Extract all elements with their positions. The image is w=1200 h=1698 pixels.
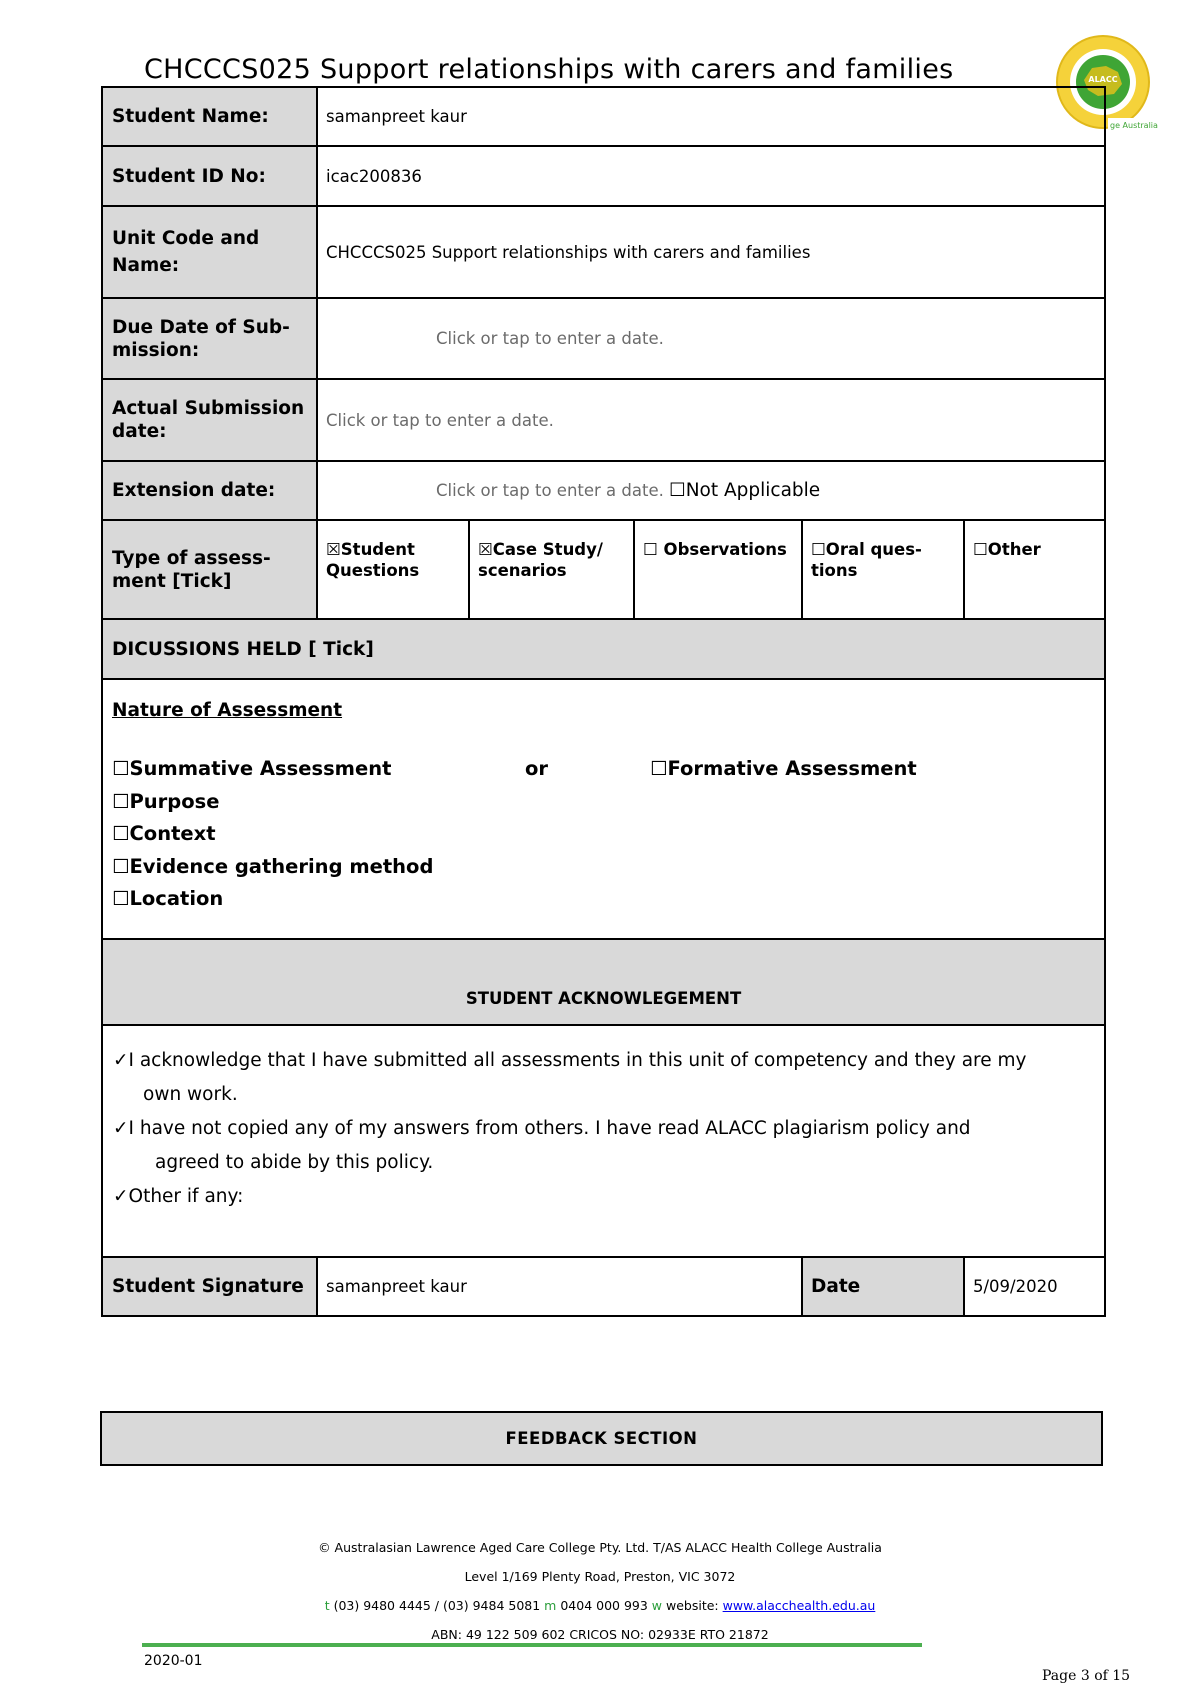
nature-of-assessment-section [102,679,1105,939]
formative-checkbox[interactable]: ☐Formative Assessment [650,757,917,780]
student-name-label: Student Name: [102,87,317,146]
mobile-label: m [544,1598,557,1613]
version-label: 2020-01 [144,1653,203,1669]
other-checkbox[interactable]: ☐Other [964,520,1105,619]
student-id-label: Student ID No: [102,146,317,206]
student-name-field[interactable]: samanpreet kaur [317,87,1105,146]
footer-contact [0,1598,1200,1613]
acknowledgement-section [102,1025,1105,1257]
website-w-label: w [651,1598,663,1613]
phone-label: t [324,1598,330,1613]
case-study-checkbox[interactable]: ☒Case Study/ scenarios [469,520,634,619]
oral-questions-checkbox[interactable]: ☐Oral ques-tions [802,520,964,619]
footer-divider [142,1643,922,1647]
extension-date-label: Extension date: [102,461,317,520]
unit-field[interactable]: CHCCCS025 Support relationships with carers and families [317,206,1105,298]
location-checkbox[interactable]: ☐Location [112,887,224,910]
date-field[interactable]: 5/09/2020 [964,1257,1105,1316]
purpose-checkbox[interactable]: ☐Purpose [112,789,220,813]
logo-text: ALACC [1088,75,1118,84]
assessment-type-label: Type of assess-ment [Tick] [102,520,317,619]
unit-label: Unit Code and Name: [102,206,317,298]
website-link[interactable]: www.alacchealth.edu.au [722,1598,876,1613]
evidence-method-checkbox[interactable]: ☐Evidence gathering method [112,854,434,878]
due-date-picker[interactable]: Click or tap to enter a date. [436,329,664,348]
feedback-section-header: FEEDBACK SECTION [100,1411,1103,1466]
ack-line-2-cont: agreed to abide by this policy. [155,1152,434,1173]
actual-submission-label: Actual Submission date: [102,379,317,461]
extension-date-picker[interactable]: Click or tap to enter a date. [436,481,664,500]
summative-checkbox[interactable]: ☐Summative Assessment [112,757,392,780]
discussions-header: DICUSSIONS HELD [ Tick] [102,619,1105,679]
acknowledgement-header: STUDENT ACKNOWLEGEMENT [102,939,1105,1025]
date-label: Date [802,1257,964,1316]
observations-checkbox[interactable]: ☐ Observations [634,520,802,619]
footer-address: Level 1/169 Plenty Road, Preston, VIC 3072 [464,1569,736,1584]
ack-line-1: ✓I acknowledge that I have submitted all assessments in this unit of competency and they are my [113,1050,1027,1071]
or-text: or [525,757,549,780]
page-title: CHCCCS025 Support relationships with carers and families [144,54,954,85]
ack-line-3: ✓Other if any: [113,1186,244,1207]
signature-field[interactable]: samanpreet kaur [317,1257,802,1316]
nature-title: Nature of Assessment [112,700,343,721]
phone-numbers: (03) 9480 4445 / (03) 9484 5081 [329,1598,545,1613]
not-applicable-checkbox[interactable]: ☐Not Applicable [669,480,821,501]
footer-abn: ABN: 49 122 509 602 CRICOS NO: 02933E RTO 21872 [431,1627,769,1642]
student-id-field[interactable]: icac200836 [317,146,1105,206]
actual-submission-date-picker[interactable]: Click or tap to enter a date. [326,410,554,430]
submission-form-table [101,86,1106,1317]
ack-line-1-cont: own work. [143,1084,238,1105]
svg-text:ge Australia: ge Australia [1110,121,1158,130]
website-label: website: [662,1598,723,1613]
ack-line-2: ✓I have not copied any of my answers from others. I have read ALACC plagiarism policy and [113,1118,971,1139]
student-questions-checkbox[interactable]: ☒Student Questions [317,520,469,619]
due-date-label: Due Date of Sub-mission: [102,298,317,379]
context-checkbox[interactable]: ☐Context [112,822,216,845]
mobile-number: 0404 000 993 [556,1598,652,1613]
footer-copyright: © Australasian Lawrence Aged Care College Pty. Ltd. T/AS ALACC Health College Australia [318,1540,882,1555]
page-number: Page 3 of 15 [1042,1668,1131,1684]
signature-label: Student Signature [102,1257,317,1316]
